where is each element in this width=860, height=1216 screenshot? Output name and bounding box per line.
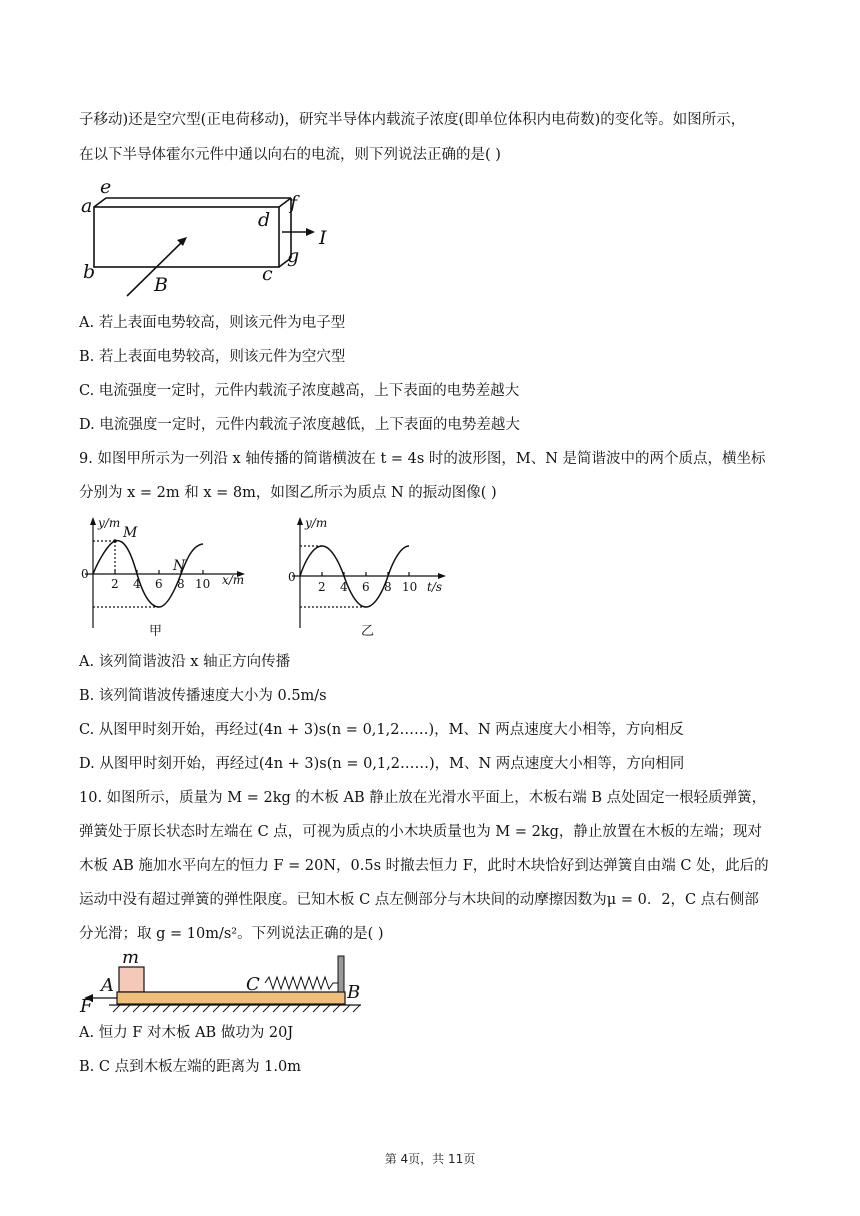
label-g: g: [287, 245, 300, 267]
point-M-label: M: [123, 525, 138, 541]
q9-stem-1: 9. 如图甲所示为一列沿 x 轴传播的简谐横波在 t = 4s 时的波形图，M、N 是简谐波中的两个质点，横坐标: [79, 451, 766, 467]
vibration-graph-yi: [285, 515, 460, 640]
board-spring-figure: [79, 950, 369, 1016]
point-N-label: N: [173, 558, 186, 574]
q10-option-a: A. 恒力 F 对木板 AB 做功为 20J: [79, 1025, 294, 1041]
text-line-2: 在以下半导体霍尔元件中通以向右的电流，则下列说法正确的是( ): [79, 147, 501, 163]
q8-option-c: C. 电流强度一定时，元件内载流子浓度越高，上下表面的电势差越大: [79, 383, 520, 399]
label-F: F: [80, 996, 93, 1016]
q8-option-b: B. 若上表面电势较高，则该元件为空穴型: [79, 349, 346, 365]
q10-stem-3: 木板 AB 施加水平向左的恒力 F = 20N，0.5s 时撤去恒力 F，此时木块恰好到达弹簧自由端 C 处，此后的: [79, 858, 769, 874]
spring: [265, 977, 338, 989]
label-C: C: [246, 974, 260, 995]
label-c: c: [262, 263, 273, 285]
q9-option-b: B. 该列简谐波传播速度大小为 0.5m/s: [79, 688, 327, 704]
tick-4: 4: [340, 580, 348, 594]
q9-option-a: A. 该列简谐波沿 x 轴正方向传播: [79, 654, 291, 670]
tick-2: 2: [111, 577, 119, 591]
tick-6: 6: [362, 580, 370, 594]
label-A: A: [101, 975, 114, 996]
label-d: d: [258, 209, 271, 231]
label-b: b: [83, 261, 96, 283]
label-e: e: [100, 180, 112, 198]
q10-stem-5: 分光滑；取 g = 10m/s²。下列说法正确的是( ): [79, 926, 384, 942]
tick-10: 10: [195, 577, 211, 591]
caption-jia: 甲: [149, 624, 163, 639]
x-axis-label: x/m: [222, 573, 245, 587]
label-B: B: [154, 274, 168, 296]
q10-stem-2: 弹簧处于原长状态时左端在 C 点，可视为质点的小木块质量也为 M = 2kg，静止放置在木板的左端；现对: [79, 824, 762, 840]
wave-graph-jia: [79, 515, 259, 640]
tick-6: 6: [155, 577, 163, 591]
q10-stem-4: 运动中没有超过弹簧的弹性限度。已知木板 C 点左侧部分与木块间的动摩擦因数为μ = 0．2，C 点右侧部: [79, 892, 759, 908]
x-axis-label: t/s: [427, 580, 443, 594]
origin-label: 0: [81, 567, 89, 581]
q9-option-d: D. 从图甲时刻开始，再经过(4n + 3)s(n = 0,1,2……)，M、N 两点速度大小相等，方向相同: [79, 756, 685, 772]
q8-option-a: A. 若上表面电势较高，则该元件为电子型: [79, 315, 346, 331]
q9-option-c: C. 从图甲时刻开始，再经过(4n + 3)s(n = 0,1,2……)，M、N 两点速度大小相等，方向相反: [79, 722, 684, 738]
label-B: B: [347, 982, 361, 1003]
box-front: [94, 207, 279, 267]
tick-4: 4: [133, 577, 141, 591]
origin-label: 0: [288, 570, 296, 584]
q10-option-b: B. C 点到木板左端的距离为 1.0m: [79, 1059, 301, 1075]
small-block: [119, 967, 144, 992]
caption-yi: 乙: [361, 624, 375, 639]
q8-option-d: D. 电流强度一定时，元件内载流子浓度越低，上下表面的电势差越大: [79, 417, 520, 433]
wall-plate: [338, 956, 344, 992]
tick-10: 10: [402, 580, 418, 594]
tick-8: 8: [177, 577, 185, 591]
q10-stem-1: 10. 如图所示，质量为 M = 2kg 的木板 AB 静止放在光滑水平面上，木板右端 B 点处固定一根轻质弹簧，: [79, 790, 767, 806]
board-AB: [117, 992, 345, 1004]
q9-stem-2: 分别为 x = 2m 和 x = 8m，如图乙所示为质点 N 的振动图像( ): [79, 485, 497, 501]
label-I: I: [319, 227, 327, 249]
y-axis-label: y/m: [98, 516, 121, 530]
hall-element-figure: [79, 180, 339, 300]
label-m: m: [122, 950, 140, 968]
page-footer: 第 4页，共 11页: [384, 1152, 476, 1166]
label-a: a: [81, 195, 93, 217]
tick-2: 2: [318, 580, 326, 594]
tick-8: 8: [384, 580, 392, 594]
text-line-1: 子移动)还是空穴型(正电荷移动)，研究半导体内载流子浓度(即单位体积内电荷数)的变化等。如图所示，: [79, 112, 746, 128]
y-axis-label: y/m: [305, 516, 328, 530]
label-f: f: [290, 192, 298, 214]
